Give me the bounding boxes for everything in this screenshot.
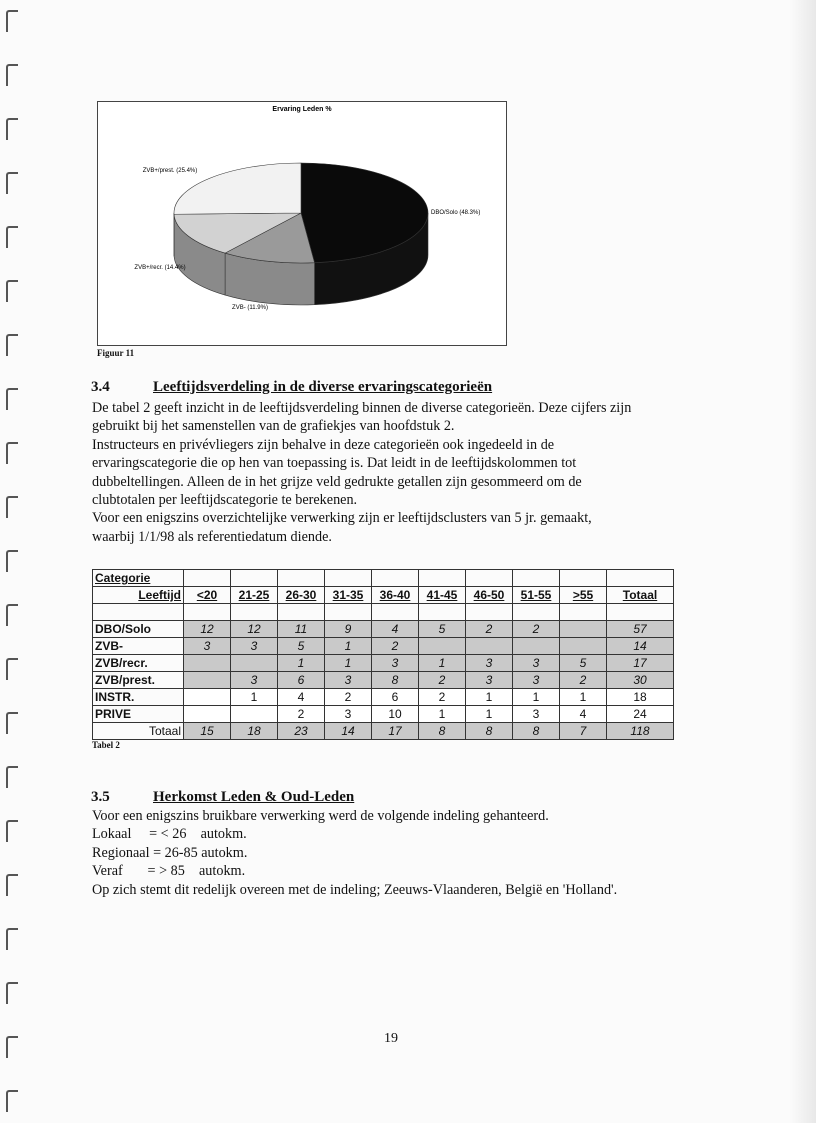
table-cell (466, 638, 513, 655)
slice-label: ZVB+/prest. (25.4%) (142, 168, 198, 174)
row-label: ZVB/prest. (93, 672, 184, 689)
table-cell (419, 638, 466, 655)
header-spacer-cell (184, 570, 231, 587)
table-cell: 3 (184, 638, 231, 655)
table-cell: 1 (231, 689, 278, 706)
table-cell (231, 706, 278, 723)
header-spacer-cell (607, 570, 674, 587)
total-cell: 8 (419, 723, 466, 740)
table-cell: 18 (607, 689, 674, 706)
table-spacer-row (93, 604, 674, 621)
table-cell: 3 (325, 672, 372, 689)
table-cell: 1 (325, 638, 372, 655)
table-cell: 3 (231, 638, 278, 655)
table-row (93, 638, 674, 655)
paragraph-line: clubtotalen per leeftijdscategorie te berekenen. (92, 492, 358, 509)
total-cell: 8 (466, 723, 513, 740)
binder-hole (6, 982, 18, 1004)
total-cell: 23 (278, 723, 325, 740)
total-cell: 18 (231, 723, 278, 740)
section-3-4-body (92, 399, 702, 546)
row-label: INSTR. (93, 689, 184, 706)
header-spacer-cell (231, 570, 278, 587)
table-cell: 8 (372, 672, 419, 689)
spacer-cell (278, 604, 325, 621)
table-cell: 1 (419, 655, 466, 672)
total-cell: 8 (513, 723, 560, 740)
spacer-cell (372, 604, 419, 621)
table-cell: 4 (372, 621, 419, 638)
table-cell: 1 (419, 706, 466, 723)
paragraph-line: Lokaal = < 26 autokm. (92, 826, 247, 843)
section-number: 3.4 (91, 379, 110, 395)
header-spacer-cell (325, 570, 372, 587)
table-cell: 3 (466, 672, 513, 689)
table-cell: 1 (560, 689, 607, 706)
header-spacer-cell (513, 570, 560, 587)
spacer-cell (325, 604, 372, 621)
column-header: 26-30 (278, 587, 325, 604)
table-cell: 4 (278, 689, 325, 706)
binder-hole (6, 604, 18, 626)
table-cell: 2 (372, 638, 419, 655)
spacer-cell (560, 604, 607, 621)
column-header: >55 (560, 587, 607, 604)
table-header-row (93, 570, 674, 587)
table-row (93, 655, 674, 672)
table-cell: 2 (513, 621, 560, 638)
table-cell: 5 (278, 638, 325, 655)
binder-hole (6, 550, 18, 572)
header-spacer-cell (419, 570, 466, 587)
binder-hole (6, 658, 18, 680)
chart-title: Ervaring Leden % (272, 106, 332, 113)
table-cell: 2 (278, 706, 325, 723)
figure-caption: Figuur 11 (97, 348, 135, 358)
section-3-5-heading (91, 789, 354, 806)
page-edge-shadow (790, 0, 816, 1123)
total-cell: 7 (560, 723, 607, 740)
table-cell: 6 (372, 689, 419, 706)
table-cell (184, 672, 231, 689)
table-cell: 3 (513, 655, 560, 672)
table-row (93, 621, 674, 638)
table-cell: 30 (607, 672, 674, 689)
binder-hole (6, 1036, 18, 1058)
row-label: ZVB- (93, 638, 184, 655)
table-row (93, 672, 674, 689)
section-3-5-body (92, 807, 702, 899)
paragraph-line: waarbij 1/1/98 als referentiedatum diende. (92, 528, 332, 545)
binder-hole (6, 442, 18, 464)
table-cell: 2 (419, 672, 466, 689)
age-distribution-table (92, 569, 674, 740)
table-cell (184, 655, 231, 672)
paragraph-line: gebruikt bij het samenstellen van de grafiekjes van hoofdstuk 2. (92, 418, 455, 435)
table-cell: 3 (466, 655, 513, 672)
table-cell: 57 (607, 621, 674, 638)
table-cell: 3 (325, 706, 372, 723)
total-cell: 118 (607, 723, 674, 740)
binder-hole (6, 172, 18, 194)
table-cell: 10 (372, 706, 419, 723)
slice-label: ZVB- (11.9%) (232, 305, 268, 311)
table-cell: 1 (513, 689, 560, 706)
page-number: 19 (384, 1031, 398, 1046)
table-cell: 1 (466, 706, 513, 723)
table-cell: 12 (231, 621, 278, 638)
table-cell: 1 (278, 655, 325, 672)
table-cell: 3 (372, 655, 419, 672)
row-label: DBO/Solo (93, 621, 184, 638)
slice-label: DBO/Solo (48.3%) (431, 210, 481, 216)
paragraph-line: Op zich stemt dit redelijk overeen met de indeling; Zeeuws-Vlaanderen, België en 'Holland'. (92, 881, 618, 898)
table-cell: 2 (560, 672, 607, 689)
table-cell: 3 (231, 672, 278, 689)
total-cell: 17 (372, 723, 419, 740)
binder-hole (6, 226, 18, 248)
table-cell: 2 (419, 689, 466, 706)
paragraph-line: dubbeltellingen. Alleen de in het grijze veld gedrukte getallen zijn gesommeerd om de (92, 473, 582, 490)
column-header: 31-35 (325, 587, 372, 604)
binder-hole (6, 928, 18, 950)
paragraph-line: De tabel 2 geeft inzicht in de leeftijdsverdeling binnen de diverse categorieën. Deze cijfers zijn (92, 400, 632, 416)
spacer-cell (231, 604, 278, 621)
binder-hole (6, 334, 18, 356)
section-title: Herkomst Leden & Oud-Leden (153, 789, 355, 805)
paragraph-line: Regionaal = 26-85 autokm. (92, 844, 248, 861)
table-caption: Tabel 2 (92, 740, 120, 750)
table-cell (184, 706, 231, 723)
table-cell (560, 621, 607, 638)
table-cell: 2 (325, 689, 372, 706)
spacer-cell (184, 604, 231, 621)
binder-hole (6, 766, 18, 788)
totals-row (93, 723, 674, 740)
paragraph-line: Voor een enigszins overzichtelijke verwerking zijn er leeftijdsclusters van 5 jr. gemaakt, (92, 510, 592, 527)
column-header: 46-50 (466, 587, 513, 604)
binder-hole (6, 388, 18, 410)
total-cell: 15 (184, 723, 231, 740)
table-cell: 17 (607, 655, 674, 672)
header-spacer-cell (466, 570, 513, 587)
spacer-cell (419, 604, 466, 621)
table-cell: 3 (513, 706, 560, 723)
total-label: Totaal (93, 723, 184, 740)
table-cell: 5 (560, 655, 607, 672)
table-row (93, 689, 674, 706)
spacer-cell (513, 604, 560, 621)
binder-holes (0, 0, 30, 1123)
row-label: PRIVE (93, 706, 184, 723)
spacer-cell (607, 604, 674, 621)
binder-hole (6, 64, 18, 86)
section-3-4-heading (91, 379, 492, 396)
table-cell: 1 (325, 655, 372, 672)
header-spacer-cell (560, 570, 607, 587)
table-cell: 9 (325, 621, 372, 638)
pie-chart (98, 102, 506, 345)
corner-bottom-label: Leeftijd (93, 587, 184, 604)
table-cell: 11 (278, 621, 325, 638)
table-cell (560, 638, 607, 655)
table-cell (231, 655, 278, 672)
table-cell: 1 (466, 689, 513, 706)
binder-hole (6, 712, 18, 734)
section-title: Leeftijdsverdeling in de diverse ervaringscategorieën (153, 379, 493, 395)
column-header: 51-55 (513, 587, 560, 604)
slice-label: ZVB+/recr. (14.4%) (134, 265, 186, 271)
table-cell (184, 689, 231, 706)
table-header-row (93, 587, 674, 604)
table-cell: 5 (419, 621, 466, 638)
binder-hole (6, 1090, 18, 1112)
row-label: ZVB/recr. (93, 655, 184, 672)
table-cell: 3 (513, 672, 560, 689)
paragraph-line: Voor een enigszins bruikbare verwerking werd de volgende indeling gehanteerd. (92, 808, 549, 824)
header-spacer-cell (278, 570, 325, 587)
column-header: 21-25 (231, 587, 278, 604)
table-row (93, 706, 674, 723)
paragraph-line: ervaringscategorie die op hen van toepassing is. Dat leidt in de leeftijdskolommen tot (92, 455, 577, 472)
table-cell: 2 (466, 621, 513, 638)
table-cell: 24 (607, 706, 674, 723)
section-number: 3.5 (91, 789, 110, 805)
total-cell: 14 (325, 723, 372, 740)
corner-top-label: Categorie (93, 570, 184, 587)
binder-hole (6, 280, 18, 302)
spacer-cell (466, 604, 513, 621)
header-spacer-cell (372, 570, 419, 587)
binder-hole (6, 874, 18, 896)
column-header: Totaal (607, 587, 674, 604)
table-cell: 6 (278, 672, 325, 689)
binder-hole (6, 118, 18, 140)
paragraph-line: Veraf = > 85 autokm. (92, 863, 246, 880)
column-header: 41-45 (419, 587, 466, 604)
table-cell: 14 (607, 638, 674, 655)
column-header: <20 (184, 587, 231, 604)
table-cell: 12 (184, 621, 231, 638)
table-cell (513, 638, 560, 655)
binder-hole (6, 820, 18, 842)
paragraph-line: Instructeurs en privévliegers zijn behalve in deze categorieën ook ingedeeld in de (92, 436, 555, 453)
pie-chart-figure (97, 101, 507, 346)
table-cell: 4 (560, 706, 607, 723)
binder-hole (6, 10, 18, 32)
spacer-cell (93, 604, 184, 621)
column-header: 36-40 (372, 587, 419, 604)
binder-hole (6, 496, 18, 518)
